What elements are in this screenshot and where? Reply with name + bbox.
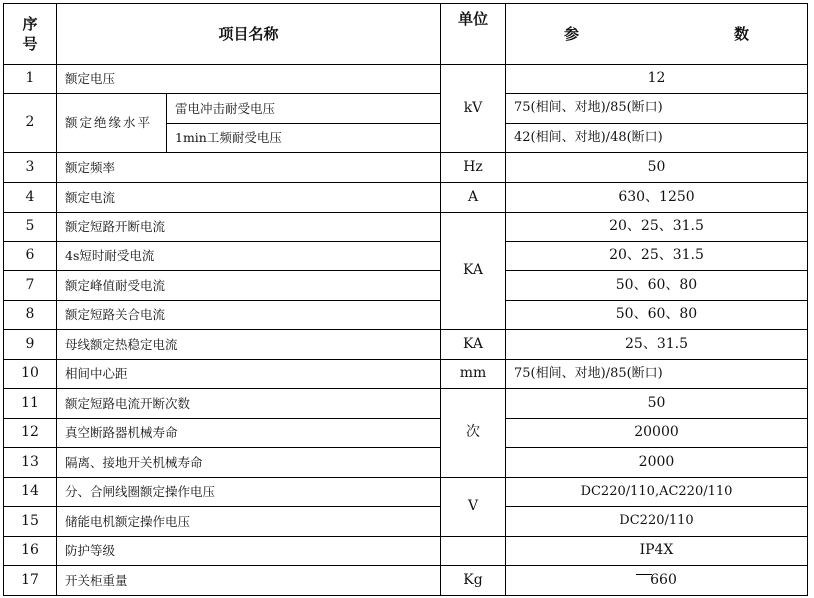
row-no: 8: [4, 301, 57, 330]
row-value: 50、60、80: [506, 271, 808, 301]
row-value: 12: [506, 65, 808, 94]
table-row: [4, 242, 808, 271]
row-name: 额定短路电流开断次数: [57, 389, 441, 419]
row-value: IP4X: [506, 537, 808, 566]
table-row: [4, 448, 808, 478]
row-unit: A: [441, 183, 506, 213]
header-row: [4, 4, 808, 65]
row-subname: 雷电冲击耐受电压: [167, 94, 441, 124]
row-value: 20000: [506, 419, 808, 448]
table-row: [4, 389, 808, 419]
row-name: 额定绝缘水平: [57, 94, 167, 153]
row-name: 额定电压: [57, 65, 441, 94]
table-row: [4, 360, 808, 389]
row-unit: KA: [441, 330, 506, 360]
row-name: 母线额定热稳定电流: [57, 330, 441, 360]
row-value: 75(相间、对地)/85(断口): [506, 94, 808, 124]
header-no: 序号: [4, 4, 57, 65]
row-name: 隔离、接地开关机械寿命: [57, 448, 441, 478]
row-name: 防护等级: [57, 537, 441, 566]
row-value: 42(相间、对地)/48(断口): [506, 124, 808, 153]
row-no: 6: [4, 242, 57, 271]
table-row: [4, 213, 808, 242]
header-params-a: 参: [564, 24, 580, 43]
unit-ka-merged: KA: [441, 213, 506, 330]
header-item-name: 项目名称: [57, 4, 441, 65]
table-row: [4, 271, 808, 301]
row-no: 12: [4, 419, 57, 448]
header-params: [506, 4, 808, 65]
unit-times-merged: 次: [441, 389, 506, 478]
row-value: 25、31.5: [506, 330, 808, 360]
row-unit: mm: [441, 360, 506, 389]
row-value: 50: [506, 153, 808, 183]
row-name: 分、合闸线圈额定操作电压: [57, 478, 441, 507]
row-no: 15: [4, 507, 57, 537]
row-name: 额定频率: [57, 153, 441, 183]
table-row: [4, 478, 808, 507]
parameters-table: [3, 3, 808, 596]
row-name: 储能电机额定操作电压: [57, 507, 441, 537]
table-row: [4, 537, 808, 566]
table-row: [4, 183, 808, 213]
row-value: 660: [506, 566, 808, 596]
row-name: 额定电流: [57, 183, 441, 213]
row-no: 11: [4, 389, 57, 419]
row-no: 2: [4, 94, 57, 153]
row-subname: 1min工频耐受电压: [167, 124, 441, 153]
row-no: 3: [4, 153, 57, 183]
row-no: 5: [4, 213, 57, 242]
row-unit: Hz: [441, 153, 506, 183]
row-value: DC220/110: [506, 507, 808, 537]
row-no: 17: [4, 566, 57, 596]
row-no: 4: [4, 183, 57, 213]
row-no: 16: [4, 537, 57, 566]
row-value: 2000: [506, 448, 808, 478]
table-row: [4, 330, 808, 360]
row-no: 1: [4, 65, 57, 94]
row-value: DC220/110,AC220/110: [506, 478, 808, 507]
row-value: 50: [506, 389, 808, 419]
row-name: 额定短路开断电流: [57, 213, 441, 242]
row-no: 7: [4, 271, 57, 301]
row-name: 额定峰值耐受电流: [57, 271, 441, 301]
unit-volt-merged: V: [441, 478, 506, 537]
row-value: 75(相间、对地)/85(断口): [506, 360, 808, 389]
header-params-b: 数: [733, 24, 749, 43]
row-value: 630、1250: [506, 183, 808, 213]
row-name: 额定短路关合电流: [57, 301, 441, 330]
table-row: [4, 301, 808, 330]
row-unit: [441, 537, 506, 566]
row-value: 50、60、80: [506, 301, 808, 330]
row-value: 20、25、31.5: [506, 213, 808, 242]
row-no: 10: [4, 360, 57, 389]
row-no: 13: [4, 448, 57, 478]
row-no: 14: [4, 478, 57, 507]
row-name: 4s短时耐受电流: [57, 242, 441, 271]
table-row: [4, 94, 808, 124]
table-row: [4, 153, 808, 183]
unit-kv-merged: kV: [441, 65, 506, 153]
table-row: [4, 65, 808, 94]
row-unit: Kg: [441, 566, 506, 596]
row-name: 相间中心距: [57, 360, 441, 389]
table-row: [4, 419, 808, 448]
table-row: [4, 566, 808, 596]
row-no: 9: [4, 330, 57, 360]
row-name: 开关柜重量: [57, 566, 441, 596]
row-value: 20、25、31.5: [506, 242, 808, 271]
table-row: [4, 507, 808, 537]
header-unit: 单位: [441, 4, 506, 65]
row-name: 真空断路器机械寿命: [57, 419, 441, 448]
